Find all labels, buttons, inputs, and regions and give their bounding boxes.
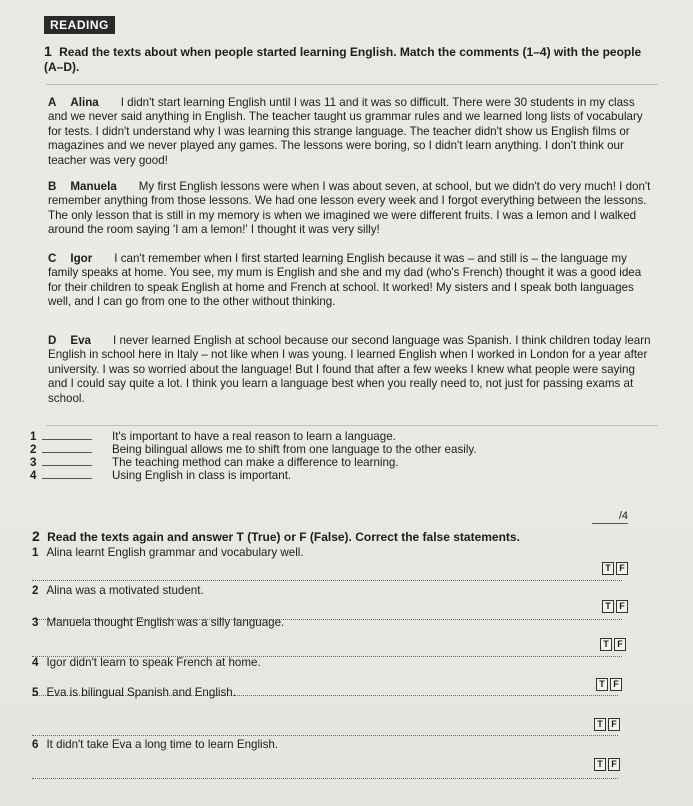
- paragraph-a: [48, 96, 653, 168]
- answer-blank[interactable]: [42, 456, 92, 466]
- exercise1-instruction: [44, 44, 644, 75]
- paragraph-text: I can't remember when I first started learning English because it was – and still is – the language my family speaks at home. You see, my mum is English and she and my dad (who's French) thought it was a good idea for their children to speak English at home and French at school. It worked! My sisters and I speak both languages well, and I can go from one to the other without thinking.: [48, 252, 642, 309]
- statement-number: 2: [32, 584, 39, 597]
- section-tag: READING: [44, 16, 115, 34]
- true-checkbox[interactable]: T: [600, 638, 612, 651]
- true-false-boxes: [602, 562, 628, 575]
- statement-row: [32, 584, 204, 597]
- statement-row: [32, 686, 236, 699]
- match-number: 4: [30, 469, 37, 482]
- match-number: 3: [30, 456, 37, 469]
- false-checkbox[interactable]: F: [608, 758, 620, 771]
- exercise1-instruction-text: Read the texts about when people started learning English. Match the comments (1–4) with the people (A–D).: [44, 45, 642, 74]
- match-row: [30, 469, 291, 482]
- match-row: [30, 443, 477, 456]
- paragraph-letter: B: [48, 180, 57, 193]
- false-checkbox[interactable]: F: [610, 678, 622, 691]
- answer-blank[interactable]: [42, 430, 92, 440]
- match-comment: Being bilingual allows me to shift from one language to the other easily.: [112, 443, 477, 456]
- exercise2-number: 2: [32, 528, 40, 544]
- true-checkbox[interactable]: T: [602, 562, 614, 575]
- statement-number: 6: [32, 738, 39, 751]
- false-checkbox[interactable]: F: [614, 638, 626, 651]
- statement-row: [32, 656, 261, 669]
- match-comment: Using English in class is important.: [112, 469, 292, 482]
- match-number: 2: [30, 443, 37, 456]
- statement-text: Manuela thought English was a silly language.: [46, 616, 285, 629]
- exercise2-instruction-text: Read the texts again and answer T (True) or F (False). Correct the false statements.: [47, 530, 520, 544]
- statement-text: It didn't take Eva a long time to learn English.: [46, 738, 279, 751]
- statement-number: 4: [32, 656, 39, 669]
- statement-text: Alina was a motivated student.: [46, 584, 204, 597]
- answer-line[interactable]: [32, 778, 618, 779]
- false-checkbox[interactable]: F: [608, 718, 620, 731]
- false-checkbox[interactable]: F: [616, 562, 628, 575]
- true-false-boxes: [600, 638, 626, 651]
- paragraph-text: I never learned English at school because our second language was Spanish. I think children today learn English in school here in Italy – not like when I was young. I learned English when I worked in London for a year after university. I was so worried about the language! But I found that after a few weeks I knew what people were saying and I could say quite a lot. I think you learn a language best when you really need to, not just for passing exams at school.: [48, 334, 651, 405]
- paragraph-name: Alina: [70, 96, 99, 109]
- exercise2-instruction: [32, 528, 520, 544]
- paragraph-name: Eva: [70, 334, 92, 347]
- false-checkbox[interactable]: F: [616, 600, 628, 613]
- match-row: [30, 430, 396, 443]
- paragraph-name: Manuela: [70, 180, 117, 193]
- answer-line[interactable]: [32, 580, 622, 581]
- statement-text: Eva is bilingual Spanish and English.: [46, 686, 236, 699]
- match-comment: The teaching method can make a difference to learning.: [112, 456, 399, 469]
- true-false-boxes: [602, 600, 628, 613]
- paragraph-letter: A: [48, 96, 57, 109]
- statement-row: [32, 738, 278, 751]
- match-row: [30, 456, 399, 469]
- true-checkbox[interactable]: T: [596, 678, 608, 691]
- paragraph-name: Igor: [70, 252, 93, 265]
- paragraph-letter: C: [48, 252, 57, 265]
- paragraph-b: [48, 180, 653, 238]
- exercise1-score: /4: [592, 510, 628, 524]
- true-checkbox[interactable]: T: [594, 718, 606, 731]
- statement-number: 1: [32, 546, 39, 559]
- paragraph-c: [48, 252, 653, 310]
- answer-line[interactable]: [32, 735, 618, 736]
- match-comment: It's important to have a real reason to learn a language.: [112, 430, 396, 443]
- paragraph-text: I didn't start learning English until I was 11 and it was so difficult. There were 30 students in my class and we never said anything in English. The teacher taught us grammar rules and we learned long lists of vocabulary for tests. I didn't understand why I was learning this strange language. The teacher didn't show us English films or magazines and we never played any games. The lessons were boring, so I didn't learn anything. I don't think our teacher was very good!: [48, 96, 643, 167]
- statement-row: [32, 546, 304, 559]
- statement-number: 5: [32, 686, 39, 699]
- statement-text: Igor didn't learn to speak French at home.: [46, 656, 261, 669]
- match-number: 1: [30, 430, 37, 443]
- paragraph-d: [48, 334, 653, 406]
- true-false-boxes: [596, 678, 622, 691]
- statement-text: Alina learnt English grammar and vocabulary well.: [46, 546, 304, 559]
- statement-number: 3: [32, 616, 39, 629]
- true-false-boxes: [594, 718, 620, 731]
- true-checkbox[interactable]: T: [594, 758, 606, 771]
- answer-blank[interactable]: [42, 469, 92, 479]
- paragraph-letter: D: [48, 334, 57, 347]
- paragraph-text: My first English lessons were when I was about seven, at school, but we didn't do very much! I don't remember anything from those lessons. We had one lesson every week and I forgot everything between the lessons. The only lesson that is still in my memory is when we imagined we were different fruits. I was a lemon and I walked around the room saying 'I am a lemon!' I thought it was very silly!: [48, 180, 651, 237]
- exercise1-number: 1: [44, 43, 52, 59]
- statement-row: [32, 616, 284, 629]
- true-checkbox[interactable]: T: [602, 600, 614, 613]
- answer-blank[interactable]: [42, 443, 92, 453]
- true-false-boxes: [594, 758, 620, 771]
